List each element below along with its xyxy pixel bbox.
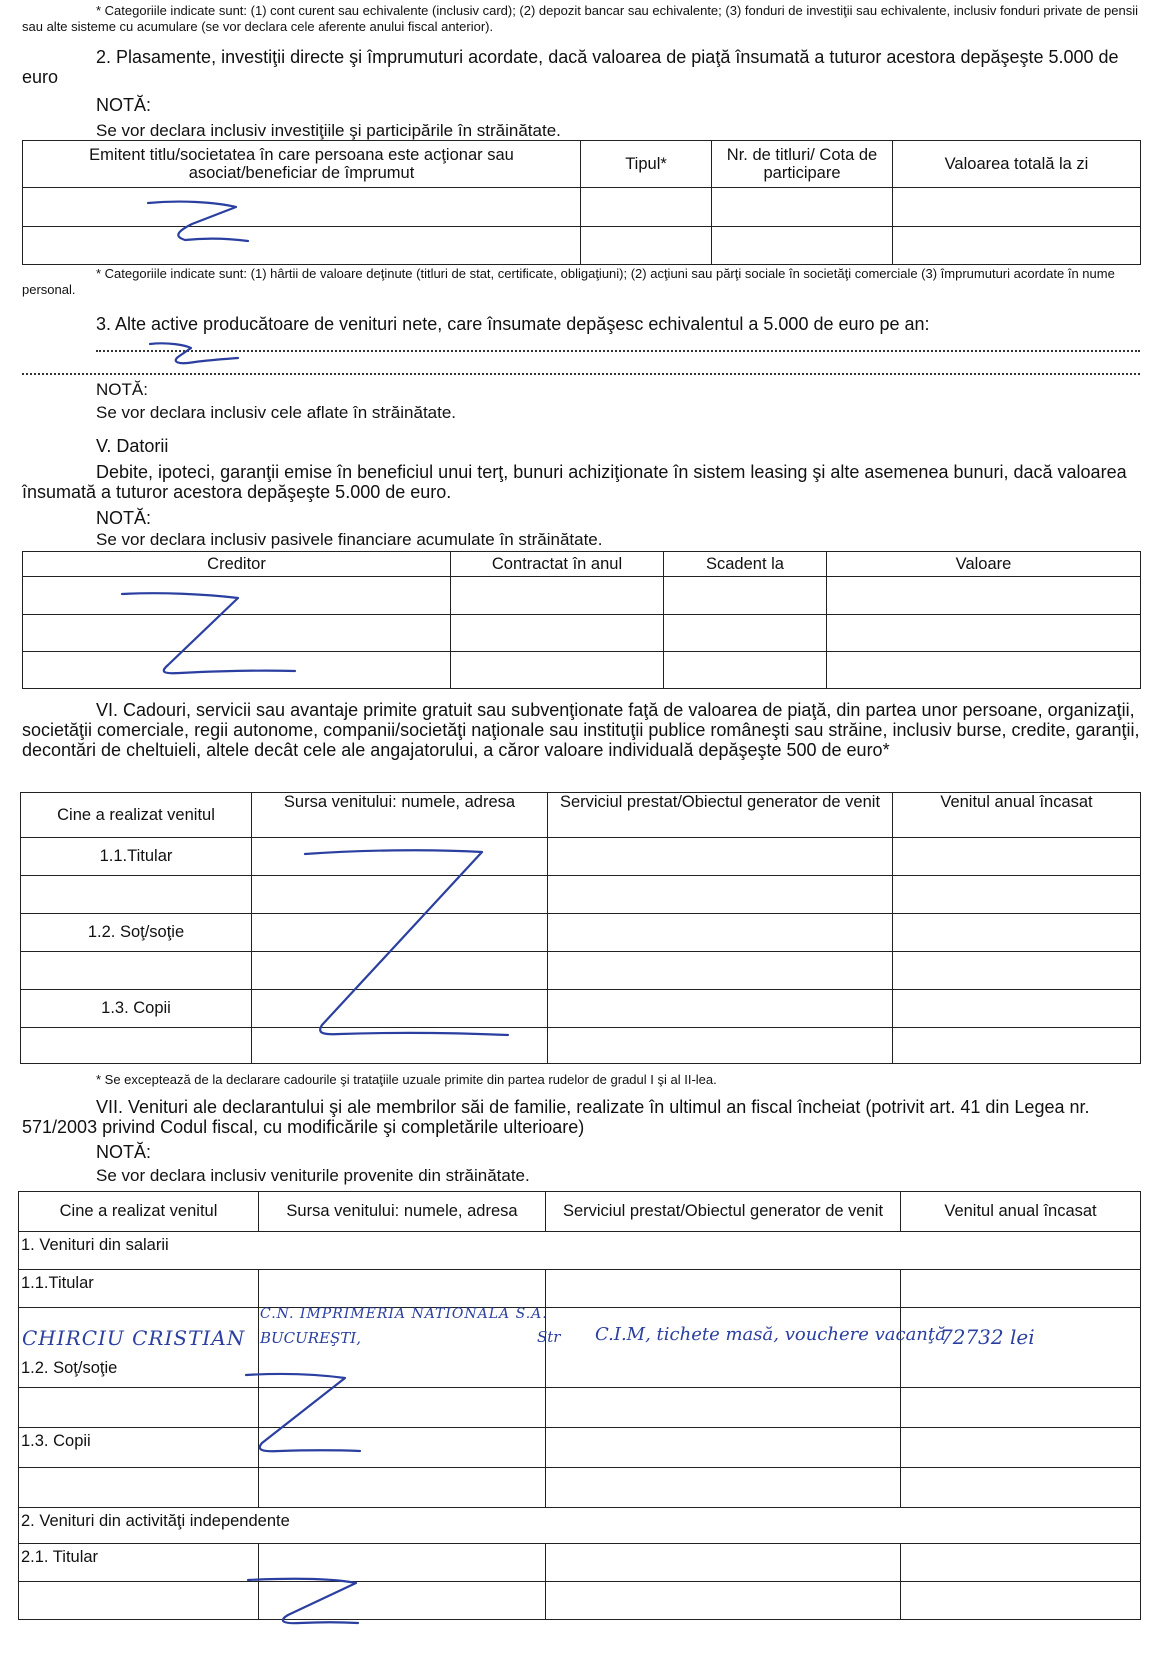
table-row bbox=[19, 1544, 1141, 1582]
section-v-text: Debite, ipoteci, garanţii emise în beneficiul unui terţ, bunuri achiziţionate în sistem leasing şi alte asemenea bunuri, dacă valoarea însumată a tuturor acestora depăşeşte 5.000 de euro. bbox=[22, 462, 1127, 503]
col-source: Sursa venitului: numele, adresa bbox=[259, 1192, 546, 1232]
col-source: Sursa venitului: numele, adresa bbox=[252, 793, 548, 838]
col-due-date: Scadent la bbox=[664, 552, 827, 577]
dotted-line bbox=[96, 350, 1140, 352]
table-row bbox=[23, 615, 1141, 652]
section-3-note: Se vor declara inclusiv cele aflate în străinătate. bbox=[96, 403, 457, 422]
table-row bbox=[21, 990, 1141, 1028]
col-who: Cine a realizat venitul bbox=[21, 793, 252, 838]
table-row bbox=[21, 914, 1141, 952]
table-row bbox=[19, 1428, 1141, 1468]
strike-z-mark bbox=[0, 0, 1, 1]
col-service: Serviciul prestat/Obiectul generator de venit bbox=[548, 793, 893, 838]
table-row bbox=[23, 188, 1141, 227]
section-vii-text: VII. Venituri ale declarantului şi ale membrilor săi de familie, realizate în ultimul an fiscal încheiat (potrivit art. 41 din Legea nr. 571/2003 privind Codul fiscal, cu modificările şi completările ulterioare) bbox=[22, 1097, 1090, 1138]
section-v-title: V. Datorii bbox=[96, 436, 169, 456]
table-row bbox=[23, 652, 1141, 689]
section-3-title: 3. Alte active producătoare de venituri nete, care însumate depăşesc echivalentul a 5.000 de euro pe an: bbox=[96, 314, 930, 334]
section-vii-note: Se vor declara inclusiv veniturile provenite din străinătate. bbox=[96, 1166, 530, 1185]
table-row bbox=[21, 1028, 1141, 1064]
col-shares: Nr. de titluri/ Cota de participare bbox=[712, 141, 893, 188]
section-2-title: 2. Plasamente, investiţii directe şi împrumuturi acordate, dacă valoarea de piaţă însumată a tuturor acestora depăşeşte 5.000 de euro bbox=[22, 47, 1119, 88]
row-salaries: 1. Venituri din salarii bbox=[19, 1232, 1141, 1270]
handwritten-service-prefix: Str bbox=[537, 1328, 561, 1346]
section-3-nota: NOTĂ: bbox=[96, 380, 148, 399]
col-issuer: Emitent titlu/societatea în care persoana este acţionar sau asociat/beneficiar de împrumut bbox=[23, 141, 581, 188]
table-row bbox=[19, 1388, 1141, 1428]
section-v-nota: NOTĂ: bbox=[96, 508, 152, 528]
footnote-categories-accounts: * Categoriile indicate sunt: (1) cont curent sau echivalente (inclusiv card); (2) depozit bancar sau echivalente; (3) fonduri de investiţii sau echivalente, inclusiv fonduri private de pensii sau alte sisteme cu acumulare (se vor declara cele aferente anului fiscal anterior). bbox=[22, 3, 1138, 35]
section-2-note: Se vor declara inclusiv investiţiile şi participările în străinătate. bbox=[96, 121, 561, 140]
dotted-line bbox=[22, 373, 1140, 375]
handwritten-source-line2: BUCUREŞTI, bbox=[260, 1329, 362, 1347]
table-row bbox=[19, 1270, 1141, 1308]
col-contracted-year: Contractat în anul bbox=[451, 552, 664, 577]
table-row bbox=[23, 227, 1141, 265]
row-label-children: 1.3. Copii bbox=[19, 1428, 259, 1468]
table-row bbox=[19, 1582, 1141, 1620]
handwritten-source-line1: C.N. IMPRIMERIA NATIONALA S.A. bbox=[260, 1306, 548, 1322]
col-total-value: Valoarea totală la zi bbox=[893, 141, 1141, 188]
section-v-note: Se vor declara inclusiv pasivele financiare acumulate în străinătate. bbox=[96, 530, 603, 549]
col-who: Cine a realizat venitul bbox=[19, 1192, 259, 1232]
gifts-table bbox=[20, 792, 1141, 1064]
handwritten-amount: 72732 lei bbox=[940, 1325, 1035, 1349]
table-row bbox=[21, 876, 1141, 914]
table-row bbox=[21, 952, 1141, 990]
section-2-nota: NOTĂ: bbox=[96, 95, 152, 115]
table-row bbox=[19, 1232, 1141, 1270]
col-annual-income: Venitul anual încasat bbox=[901, 1192, 1141, 1232]
row-label-spouse: 1.2. Soţ/soţie bbox=[19, 1308, 259, 1388]
table-row bbox=[23, 577, 1141, 615]
table-row bbox=[21, 838, 1141, 876]
row-label-titular: 1.1.Titular bbox=[21, 838, 252, 876]
income-table bbox=[18, 1191, 1141, 1620]
section-vi-text: VI. Cadouri, servicii sau avantaje primite gratuit sau subvenţionate faţă de valoarea de piaţă, din partea unor persoane, organizaţii, societăţii comerciale, regii autonome, companii/societăţi naţionale sau instituţii publice româneşti sau străine, inclusiv burse, credite, garanţii, decontări de cheltuieli, altele decât cele ale angajatorului, a căror valoare individuală depăşeşte 500 de euro* bbox=[22, 700, 1140, 761]
col-creditor: Creditor bbox=[23, 552, 451, 577]
row-label-titular-independent: 2.1. Titular bbox=[19, 1544, 259, 1582]
col-type: Tipul* bbox=[581, 141, 712, 188]
col-value: Valoare bbox=[827, 552, 1141, 577]
col-annual-income: Venitul anual încasat bbox=[893, 793, 1141, 838]
row-label-spouse: 1.2. Soţ/soţie bbox=[21, 914, 252, 952]
table-row bbox=[19, 1508, 1141, 1544]
handwritten-service: C.I.M, tichete masă, vouchere vacanţă bbox=[595, 1324, 946, 1345]
section-vi-footnote: * Se exceptează de la declarare cadourile şi trataţiile uzuale primite din partea rudelor de gradul I şi al II-lea. bbox=[96, 1072, 717, 1087]
table-row bbox=[19, 1468, 1141, 1508]
row-label-children: 1.3. Copii bbox=[21, 990, 252, 1028]
row-label-titular: 1.1.Titular bbox=[19, 1270, 259, 1308]
section-vii-nota: NOTĂ: bbox=[96, 1142, 152, 1162]
col-service: Serviciul prestat/Obiectul generator de venit bbox=[546, 1192, 901, 1232]
section-2-footnote: * Categoriile indicate sunt: (1) hârtii de valoare deţinute (titluri de stat, certificate, obligaţiuni); (2) acţiuni sau părţi sociale în societăţi comerciale (3) împrumuturi acordate în nume personal. bbox=[22, 266, 1115, 298]
debts-table bbox=[22, 551, 1141, 689]
row-independent: 2. Venituri din activităţi independente bbox=[19, 1508, 1141, 1544]
handwritten-name: CHIRCIU CRISTIAN bbox=[22, 1326, 246, 1350]
